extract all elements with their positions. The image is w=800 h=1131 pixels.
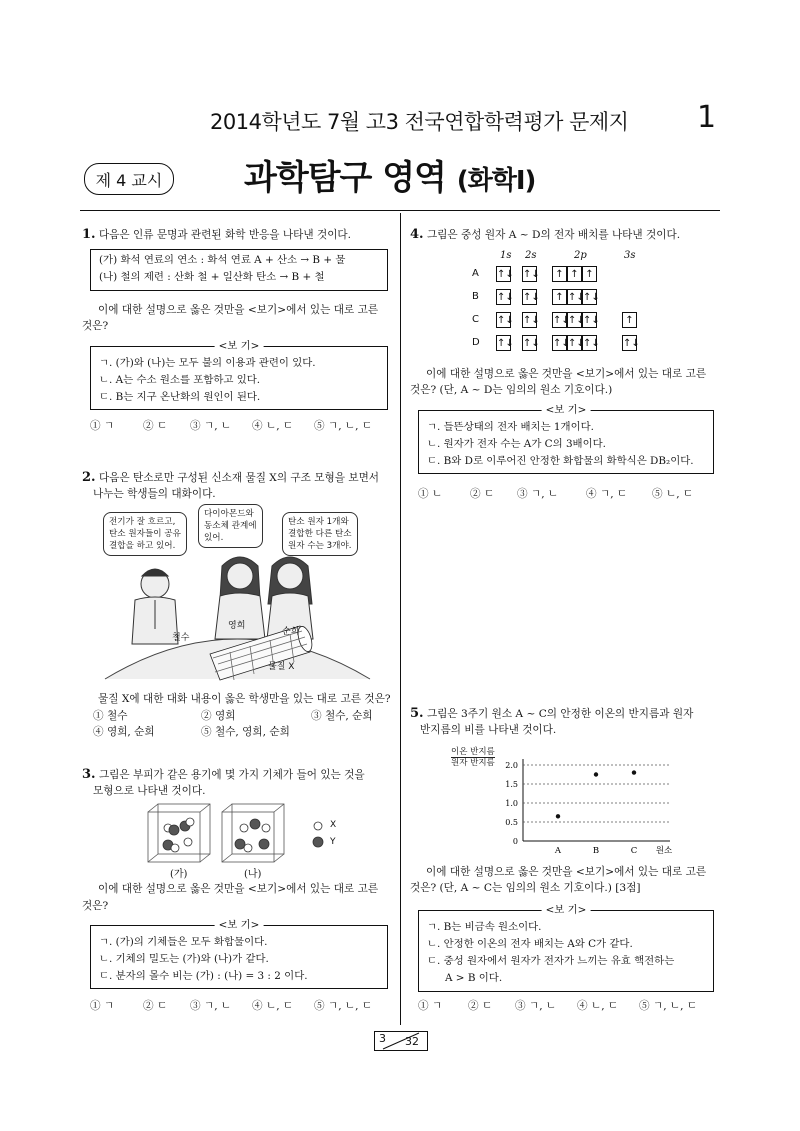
subject-main: 과학탐구 영역 bbox=[244, 158, 446, 198]
q1-choice-3[interactable]: ③ ㄱ, ㄴ bbox=[190, 420, 232, 432]
q4-item-1: ㄱ. 들뜬상태의 전자 배치는 1개이다. bbox=[427, 421, 594, 433]
orbital-box: ↑↓ bbox=[496, 266, 511, 282]
y-tick-label: 1.0 bbox=[505, 799, 518, 808]
bubble3-line2: 결합한 다른 탄소 bbox=[288, 529, 352, 539]
y-tick-label: 0.5 bbox=[505, 818, 518, 827]
column-divider bbox=[400, 213, 401, 1025]
q3-ask-line1: 이에 대한 설명으로 옳은 것만을 <보기>에서 있는 대로 고른 bbox=[98, 883, 379, 895]
subject-sub: (화학Ⅰ) bbox=[456, 166, 536, 196]
q2-stem bbox=[82, 469, 379, 487]
q1-choice-2[interactable]: ② ㄷ bbox=[143, 420, 168, 432]
q5-ask-line2: 것은? (단, A ~ C는 임의의 원소 기호이다.) [3점] bbox=[410, 882, 641, 894]
q5-chart bbox=[445, 745, 705, 860]
q3-stem-line2: 모형으로 나타낸 것이다. bbox=[93, 785, 206, 797]
q5-choice-2[interactable]: ② ㄷ bbox=[468, 1000, 493, 1012]
q2-choice-5[interactable]: ⑤ 철수, 영희, 순희 bbox=[201, 726, 290, 738]
q3-choices bbox=[90, 998, 372, 1013]
q2-choice-1[interactable]: ① 철수 bbox=[93, 710, 128, 722]
x-tick-label: B bbox=[592, 846, 600, 856]
q5-stem-line2: 반지름의 비를 나타낸 것이다. bbox=[420, 724, 557, 736]
x-axis-label: 원소 bbox=[655, 846, 673, 856]
q3-ask-line2: 것은? bbox=[82, 900, 109, 912]
q3-figure bbox=[140, 800, 360, 870]
data-point-C bbox=[632, 770, 636, 774]
q4-stem bbox=[410, 226, 680, 244]
q4-choice-3[interactable]: ③ ㄱ, ㄴ bbox=[517, 488, 559, 500]
bubble-younghee bbox=[198, 504, 263, 548]
q1-choice-1[interactable]: ① ㄱ bbox=[90, 420, 115, 432]
q4-item-2: ㄴ. 원자가 전자 수는 A가 C의 3배이다. bbox=[427, 438, 606, 450]
orbital-box: ↑↓ bbox=[622, 335, 637, 351]
q3-stem bbox=[82, 766, 365, 784]
q4-choices bbox=[418, 486, 693, 501]
q3-choice-4[interactable]: ④ ㄴ, ㄷ bbox=[252, 1000, 294, 1012]
q2-choices-row1 bbox=[93, 708, 373, 723]
q4-choice-2[interactable]: ② ㄷ bbox=[470, 488, 495, 500]
q3-number: 3. bbox=[82, 767, 96, 782]
orbital-box: ↑↓ bbox=[567, 335, 582, 351]
q1-item-1: ㄱ. (가)와 (나)는 모두 불의 이용과 관련이 있다. bbox=[99, 357, 316, 369]
q1-ask2: 것은? bbox=[82, 320, 109, 332]
q3-label-b: (나) bbox=[244, 869, 262, 880]
label-substance-x: 물질 X bbox=[268, 662, 295, 672]
q5-stem-line1: 그림은 3주기 원소 A ~ C의 안정한 이온의 반지름과 원자 bbox=[426, 708, 694, 720]
orbital-box: ↑ bbox=[567, 266, 582, 282]
q2-number: 2. bbox=[82, 470, 96, 485]
q5-bogi-label: <보 기> bbox=[542, 902, 591, 919]
q5-item-3: ㄷ. 중성 원자에서 원자가 전자가 느끼는 유효 핵전하는 bbox=[427, 955, 675, 967]
q1-choice-5[interactable]: ⑤ ㄱ, ㄴ, ㄷ bbox=[314, 420, 373, 432]
bubble1-line1: 전기가 잘 흐르고, bbox=[109, 517, 176, 527]
orbital-box: ↑↓ bbox=[582, 335, 597, 351]
legend-x: X bbox=[330, 820, 337, 830]
orbital-box: ↑↓ bbox=[522, 335, 537, 351]
orbital-box: ↑↓ bbox=[496, 289, 511, 305]
q5-item-2: ㄴ. 안정한 이온의 전자 배치는 A와 C가 같다. bbox=[427, 938, 633, 950]
q3-stem-line1: 그림은 부피가 같은 용기에 몇 가지 기체가 들어 있는 것을 bbox=[98, 769, 365, 781]
q1-stem bbox=[82, 226, 351, 244]
bubble2-line2: 동소체 관계에 bbox=[204, 521, 257, 531]
q4-number: 4. bbox=[410, 227, 424, 242]
orbital-box: ↑↓ bbox=[522, 266, 537, 282]
bubble3-line3: 원자 수는 3개야. bbox=[288, 541, 352, 551]
header-1s: 1s bbox=[500, 250, 512, 261]
label-younghee: 영희 bbox=[228, 621, 246, 631]
q5-number: 5. bbox=[410, 706, 424, 721]
y-tick-label: 0 bbox=[512, 837, 518, 846]
q4-choice-1[interactable]: ① ㄴ bbox=[418, 488, 443, 500]
orbital-box: ↑↓ bbox=[552, 312, 567, 328]
header-3s: 3s bbox=[624, 250, 636, 261]
atom-label: A bbox=[472, 268, 479, 279]
bubble-cheolsu bbox=[103, 512, 187, 556]
data-point-B bbox=[594, 772, 598, 776]
q3-choice-2[interactable]: ② ㄷ bbox=[143, 1000, 168, 1012]
q1-stem-text: 다음은 인류 문명과 관련된 화학 반응을 나타낸 것이다. bbox=[98, 229, 352, 241]
page-title: 2014학년도 7월 고3 전국연합학력평가 문제지 bbox=[210, 110, 629, 134]
orbital-box: ↑ bbox=[622, 312, 637, 328]
atom-label: B bbox=[472, 291, 479, 302]
q1-ask-line1: 이에 대한 설명으로 옳은 것만을 <보기>에서 있는 대로 고른 bbox=[98, 304, 379, 316]
q2-choice-3[interactable]: ③ 철수, 순희 bbox=[311, 710, 373, 722]
q1-reaction-box bbox=[90, 249, 388, 291]
y-tick-label: 1.5 bbox=[505, 780, 518, 789]
q5-stem bbox=[410, 705, 693, 723]
q1-number: 1. bbox=[82, 227, 96, 242]
q1-reaction-b: (나) 철의 제련 : 산화 철 + 일산화 탄소 → B + 철 bbox=[99, 271, 325, 283]
q5-choice-1[interactable]: ① ㄱ bbox=[418, 1000, 443, 1012]
q4-bogi-label: <보 기> bbox=[542, 402, 591, 419]
q2-choices-row2 bbox=[93, 724, 290, 739]
x-tick-label: C bbox=[630, 846, 638, 856]
orbital-box: ↑↓ bbox=[522, 289, 537, 305]
q4-choice-5[interactable]: ⑤ ㄴ, ㄷ bbox=[652, 488, 694, 500]
q1-bogi-box bbox=[90, 340, 388, 410]
q1-item-3: ㄷ. B는 지구 온난화의 원인이 된다. bbox=[99, 391, 261, 403]
q2-choice-4[interactable]: ④ 영희, 순희 bbox=[93, 726, 155, 738]
atom-label: D bbox=[472, 337, 480, 348]
q3-choice-5[interactable]: ⑤ ㄱ, ㄴ, ㄷ bbox=[314, 1000, 373, 1012]
q5-choice-4[interactable]: ④ ㄴ, ㄷ bbox=[577, 1000, 619, 1012]
q3-item-1: ㄱ. (가)의 기체들은 모두 화합물이다. bbox=[99, 936, 268, 948]
orbital-box: ↑↓ bbox=[496, 335, 511, 351]
ylabel-numerator: 이온 반지름 bbox=[451, 747, 495, 757]
ylabel-denominator: 원자 반지름 bbox=[451, 758, 495, 768]
q2-choice-2[interactable]: ② 영희 bbox=[201, 710, 236, 722]
q3-bogi-label: <보 기> bbox=[215, 917, 264, 934]
bubble-soonhee bbox=[282, 512, 358, 556]
orbital-box: ↑ bbox=[552, 289, 567, 305]
q4-stem-text: 그림은 중성 원자 A ~ D의 전자 배치를 나타낸 것이다. bbox=[426, 229, 681, 241]
orbital-box: ↑↓ bbox=[567, 312, 582, 328]
orbital-box: ↑ bbox=[552, 266, 567, 282]
orbital-box: ↑↓ bbox=[552, 335, 567, 351]
q5-choice-3[interactable]: ③ ㄱ, ㄴ bbox=[515, 1000, 557, 1012]
q5-bogi-box bbox=[418, 904, 714, 992]
q4-choice-4[interactable]: ④ ㄱ, ㄷ bbox=[586, 488, 628, 500]
q2-figure bbox=[100, 504, 375, 684]
q1-choice-4[interactable]: ④ ㄴ, ㄷ bbox=[252, 420, 294, 432]
orbital-box: ↑↓ bbox=[522, 312, 537, 328]
q4-ask-line2: 것은? (단, A ~ D는 임의의 원소 기호이다.) bbox=[410, 384, 613, 396]
q1-reaction-a: (가) 화석 연료의 연소 : 화석 연료 A + 산소 → B + 물 bbox=[99, 254, 346, 266]
orbital-box: ↑↓ bbox=[496, 312, 511, 328]
q5-choices bbox=[418, 998, 697, 1013]
q3-choice-3[interactable]: ③ ㄱ, ㄴ bbox=[190, 1000, 232, 1012]
q2-ask: 물질 X에 대한 대화 내용이 옳은 학생만을 있는 대로 고른 것은? bbox=[98, 693, 391, 705]
footer-total: 32 bbox=[405, 1035, 419, 1048]
subject-title bbox=[244, 150, 535, 199]
orbital-box: ↑↓ bbox=[567, 289, 582, 305]
q1-choices bbox=[90, 418, 372, 433]
bubble3-line1: 탄소 원자 1개와 bbox=[288, 517, 349, 527]
page-number: 1 bbox=[697, 100, 717, 135]
orbital-box: ↑↓ bbox=[582, 289, 597, 305]
bubble1-line2: 탄소 원자들이 공유 bbox=[109, 529, 181, 539]
q4-ask-line1: 이에 대한 설명으로 옳은 것만을 <보기>에서 있는 대로 고른 bbox=[426, 368, 707, 380]
orbital-box: ↑↓ bbox=[582, 312, 597, 328]
footer-page: 3 bbox=[379, 1032, 386, 1045]
orbital-box: ↑ bbox=[582, 266, 597, 282]
x-tick-label: A bbox=[554, 846, 562, 856]
q2-stem-line2: 나누는 학생들의 대화이다. bbox=[93, 488, 216, 500]
label-soonhee: 순희 bbox=[282, 627, 300, 637]
period-badge: 제 4 교시 bbox=[84, 163, 174, 195]
q5-ask-line1: 이에 대한 설명으로 옳은 것만을 <보기>에서 있는 대로 고른 bbox=[426, 866, 707, 878]
y-tick-label: 2.0 bbox=[505, 761, 518, 770]
q4-bogi-box bbox=[418, 404, 714, 474]
header-rule bbox=[80, 210, 720, 211]
atom-label: C bbox=[472, 314, 479, 325]
q3-choice-1[interactable]: ① ㄱ bbox=[90, 1000, 115, 1012]
header-2p: 2p bbox=[574, 250, 587, 261]
header-2s: 2s bbox=[525, 250, 537, 261]
q3-bogi-box bbox=[90, 919, 388, 989]
data-point-A bbox=[556, 814, 560, 818]
q5-choice-5[interactable]: ⑤ ㄱ, ㄴ, ㄷ bbox=[639, 1000, 698, 1012]
q1-ask bbox=[98, 302, 378, 319]
q3-containers-illustration bbox=[140, 800, 360, 870]
bubble1-line3: 결합을 하고 있어. bbox=[109, 541, 176, 551]
label-cheolsu: 철수 bbox=[172, 633, 190, 643]
footer-page-indicator bbox=[374, 1031, 428, 1051]
q5-item-3-cont: A > B 이다. bbox=[445, 972, 503, 984]
q5-item-1: ㄱ. B는 비금속 원소이다. bbox=[427, 921, 542, 933]
q2-stem-line1: 다음은 탄소로만 구성된 신소재 물질 X의 구조 모형을 보면서 bbox=[98, 472, 380, 484]
q5-ylabel bbox=[451, 747, 495, 768]
q4-item-3: ㄷ. B와 D로 이루어진 안정한 화합물의 화학식은 DB₂이다. bbox=[427, 455, 694, 467]
bubble2-line1: 다이아몬드와 bbox=[204, 509, 254, 519]
q3-item-2: ㄴ. 기체의 밀도는 (가)와 (나)가 같다. bbox=[99, 953, 269, 965]
q3-label-a: (가) bbox=[170, 869, 188, 880]
q1-item-2: ㄴ. A는 수소 원소를 포함하고 있다. bbox=[99, 374, 261, 386]
legend-y: Y bbox=[330, 837, 336, 847]
bubble2-line3: 있어. bbox=[204, 533, 224, 543]
q3-item-3: ㄷ. 분자의 몰수 비는 (가) : (나) = 3 : 2 이다. bbox=[99, 970, 308, 982]
q1-bogi-label: <보 기> bbox=[215, 338, 264, 355]
